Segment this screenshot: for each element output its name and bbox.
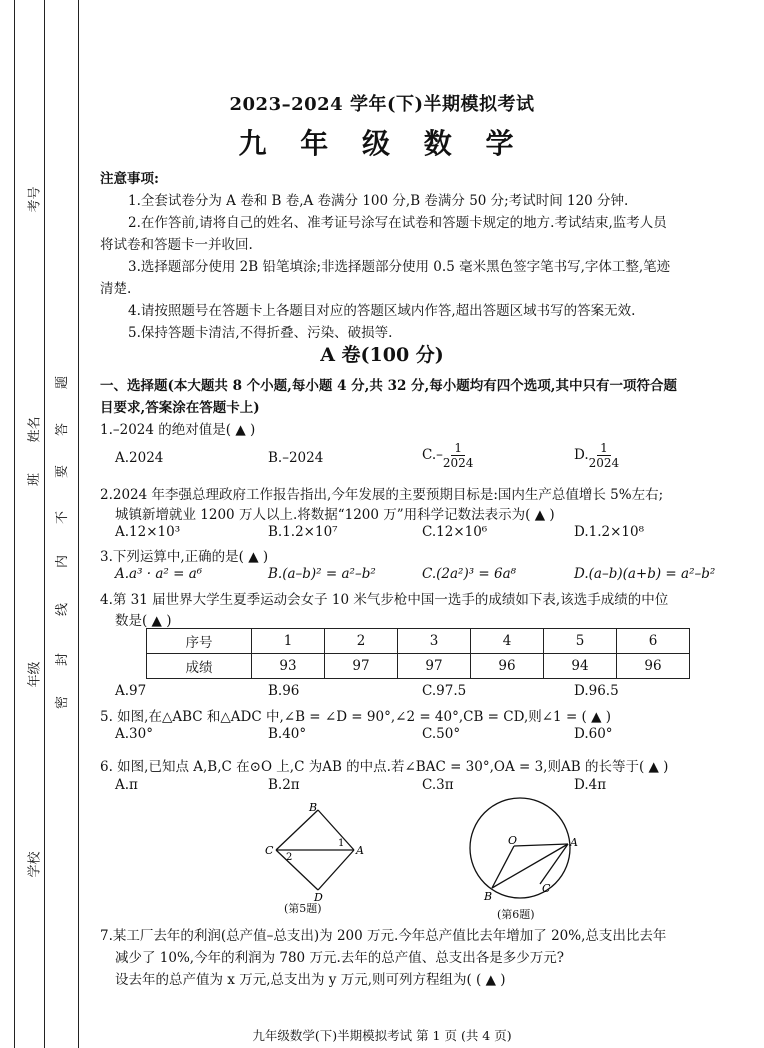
- section-a-title: A 卷(100 分): [320, 344, 444, 366]
- table-cell: 4: [471, 629, 544, 654]
- q4-stem: 数是( ▲ ): [115, 613, 172, 629]
- q2-option-c: C.12×10⁶: [422, 524, 488, 540]
- q5-stem: 5. 如图,在△ABC 和△ADC 中,∠B = ∠D = 90°,∠2 = 40°,CB = CD,则∠1 = ( ▲ ): [100, 709, 612, 725]
- q1-option-c-fraction: $\frac{1}{2024}$: [442, 441, 474, 470]
- q3-option-d: D.(a–b)(a+b) = a²–b²: [574, 566, 716, 582]
- q4-option-d: D.96.5: [574, 683, 619, 699]
- q1-option-b: B.–2024: [268, 450, 324, 466]
- q1-option-a: A.2024: [115, 450, 164, 466]
- q5-option-b: B.40°: [268, 726, 307, 742]
- notice-line: 清楚.: [100, 281, 132, 297]
- fig6-seg-oa: [514, 844, 568, 846]
- exam-title: 2023–2024 学年(下)半期模拟考试: [229, 94, 535, 115]
- q7-stem: 减少了 10%,今年的利润为 780 万元.去年的总产值、总支出各是多少万元?: [115, 950, 564, 966]
- table-cell: 2: [325, 629, 398, 654]
- fig5-caption: (第5题): [284, 902, 322, 915]
- fig5-seg-cb: [276, 810, 318, 850]
- q4-option-c: C.97.5: [422, 683, 467, 699]
- table-cell: 3: [398, 629, 471, 654]
- q4-score-table: [146, 628, 690, 679]
- q5-option-d: D.60°: [574, 726, 613, 742]
- table-cell: 5: [544, 629, 617, 654]
- q1-option-c: [422, 441, 473, 470]
- fig5-angle-2: 2: [286, 852, 293, 863]
- seal-char: 题: [55, 375, 71, 390]
- table-cell: 94: [544, 654, 617, 679]
- field-school: 学校: [27, 851, 43, 878]
- seal-char: 线: [55, 602, 71, 617]
- fig6-label-a: A: [570, 836, 578, 849]
- fig6-label-b: B: [484, 890, 493, 903]
- table-row: [147, 654, 690, 679]
- notice-heading: 注意事项:: [100, 171, 159, 187]
- fig5-label-a: A: [356, 844, 364, 857]
- q7-stem: 设去年的总产值为 x 万元,总支出为 y 万元,则可列方程组为( ( ▲ ): [115, 972, 506, 988]
- fig6-label-o: O: [508, 834, 518, 847]
- fig5-label-c: C: [265, 844, 274, 857]
- q2-option-b: B.1.2×10⁷: [268, 524, 338, 540]
- part1-instruction: 一、选择题(本大题共 8 个小题,每小题 4 分,共 32 分,每小题均有四个选项,其中只有一项符合题: [100, 378, 677, 394]
- q2-option-d: D.1.2×10⁸: [574, 524, 645, 540]
- fig5-seg-ba: [318, 810, 354, 850]
- q6-option-d: D.4π: [574, 777, 607, 793]
- q6-option-b: B.2π: [268, 777, 300, 793]
- part1-instruction: 目要求,答案涂在答题卡上): [100, 400, 260, 416]
- figure-6: [462, 796, 582, 906]
- q4-stem: 4.第 31 届世界大学生夏季运动会女子 10 米气步枪中国一选手的成绩如下表,该选手成绩的中位: [100, 592, 669, 608]
- q3-option-c: C.(2a²)³ = 6a⁸: [422, 566, 517, 582]
- fig5-seg-da: [318, 850, 354, 890]
- fig5-angle-1: 1: [338, 838, 345, 849]
- q5-option-c: C.50°: [422, 726, 461, 742]
- table-cell: 96: [471, 654, 544, 679]
- page-footer: 九年级数学(下)半期模拟考试 第 1 页 (共 4 页): [252, 1028, 512, 1043]
- q4-option-a: A.97: [115, 683, 147, 699]
- table-cell: 96: [617, 654, 690, 679]
- notice-line: 3.选择题部分使用 2B 铅笔填涂;非选择题部分使用 0.5 毫米黑色签字笔书写,字体工整,笔迹: [128, 259, 671, 275]
- q2-stem: 城镇新增就业 1200 万人以上.将数据“1200 万”用科学记数法表示为( ▲ ): [115, 507, 555, 523]
- fig6-seg-ac: [540, 844, 568, 884]
- seal-char: 封: [55, 652, 71, 667]
- q6-option-a: A.π: [115, 777, 138, 793]
- table-cell: 1: [252, 629, 325, 654]
- q1-stem: 1.–2024 的绝对值是( ▲ ): [100, 422, 256, 438]
- q3-option-a: A.a³ · a² = a⁶: [115, 566, 203, 582]
- q2-stem: 2.2024 年李强总理政府工作报告指出,今年发展的主要预期目标是:国内生产总值增长 5%左右;: [100, 487, 664, 503]
- seal-char: 内: [55, 554, 71, 569]
- fig6-circle-o: [470, 798, 570, 898]
- field-grade: 年级: [27, 661, 43, 688]
- q6-option-c: C.3π: [422, 777, 454, 793]
- table-cell: 6: [617, 629, 690, 654]
- q1-option-c-prefix: C.–: [422, 447, 443, 463]
- table-cell: 成绩: [147, 654, 252, 679]
- fig6-label-c: C: [542, 882, 551, 895]
- table-cell: 97: [398, 654, 471, 679]
- fig6-caption: (第6题): [497, 908, 535, 921]
- q1-option-d-fraction: $\frac{1}{2024}$: [588, 441, 620, 470]
- seal-char: 答: [55, 422, 71, 437]
- fig5-label-b: B: [309, 801, 318, 814]
- q3-option-b: B.(a–b)² = a²–b²: [268, 566, 376, 582]
- fig5-seg-cd: [276, 850, 318, 890]
- notice-line: 5.保持答题卡清洁,不得折叠、污染、破损等.: [128, 325, 393, 341]
- table-cell: 序号: [147, 629, 252, 654]
- field-class: 班: [27, 472, 43, 487]
- fig5-label-d: D: [314, 891, 323, 904]
- q5-option-a: A.30°: [115, 726, 153, 742]
- field-exam-number: 考号: [27, 186, 43, 213]
- seal-char: 密: [55, 695, 71, 710]
- table-row: [147, 629, 690, 654]
- q7-stem: 7.某工厂去年的利润(总产值–总支出)为 200 万元.今年总产值比去年增加了 20%,总支出比去年: [100, 928, 667, 944]
- seal-char: 不: [55, 510, 71, 525]
- seal-char: 要: [55, 464, 71, 479]
- notice-line: 2.在作答前,请将自己的姓名、准考证号涂写在试卷和答题卡规定的地方.考试结束,监考人员: [128, 215, 667, 231]
- field-name: 姓名: [27, 416, 43, 443]
- table-cell: 97: [325, 654, 398, 679]
- notice-line: 1.全套试卷分为 A 卷和 B 卷,A 卷满分 100 分,B 卷满分 50 分;考试时间 120 分钟.: [128, 193, 629, 209]
- subject-title: 九 年 级 数 学: [238, 127, 526, 160]
- q6-stem: 6. 如图,已知点 A,B,C 在⊙O 上,C 为AB 的中点.若∠BAC = 30°,OA = 3,则AB 的长等于( ▲ ): [100, 759, 669, 775]
- q4-option-b: B.96: [268, 683, 300, 699]
- q1-option-d-prefix: D.: [574, 447, 589, 463]
- notice-line: 4.请按照题号在答题卡上各题目对应的答题区域内作答,超出答题区域书写的答案无效.: [128, 303, 636, 319]
- q2-option-a: A.12×10³: [115, 524, 181, 540]
- q1-option-d: [574, 441, 619, 470]
- q3-stem: 3.下列运算中,正确的是( ▲ ): [100, 549, 269, 565]
- table-cell: 93: [252, 654, 325, 679]
- notice-line: 将试卷和答题卡一并收回.: [100, 237, 253, 253]
